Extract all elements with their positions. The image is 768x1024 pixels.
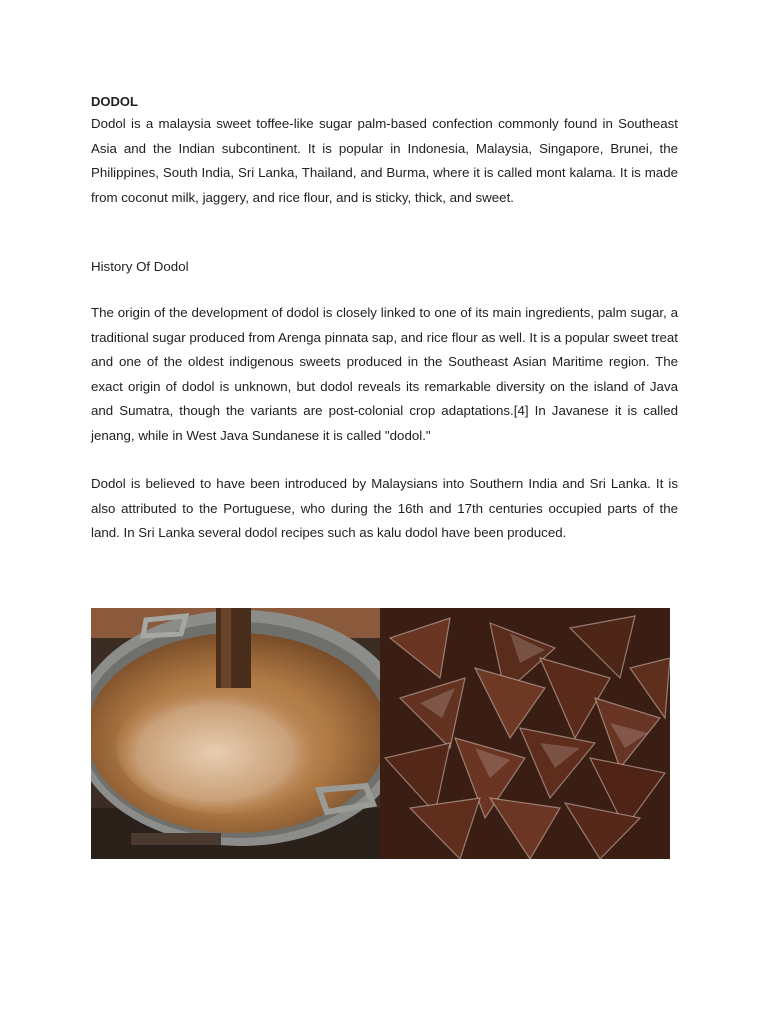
- history-paragraph-1: The origin of the development of dodol is closely linked to one of its main ingredients, palm sugar, a traditional sugar produced from Arenga pinnata sap, and rice flour as well. It is a popular sweet treat and one of the oldest indigenous sweets produced in the Southeast Asian Maritime region. The exact origin of dodol is unknown, but dodol reveals its remarkable diversity on the island of Java and Sumatra, though the variants are post-colonial crop adaptations.[4] In Javanese it is called jenang, while in West Java Sundanese it is called "dodol.": [91, 305, 678, 443]
- cooking-dodol-photo: [91, 608, 380, 859]
- history-paragraph-2: Dodol is believed to have been introduced by Malaysians into Southern India and Sri Lanka. It is also attributed to the Portuguese, who during the 16th and 17th centuries occupied parts of the land. In Sri Lanka several dodol recipes such as kalu dodol have been produced.: [91, 476, 678, 540]
- document-title: DODOL: [91, 94, 138, 109]
- photo-strip: [91, 608, 670, 859]
- wrapped-dodol-photo: [380, 608, 670, 859]
- intro-paragraph: Dodol is a malaysia sweet toffee-like sugar palm-based confection commonly found in Southeast Asia and the Indian subcontinent. It is popular in Indonesia, Malaysia, Singapore, Brunei, the Philippines, South India, Sri Lanka, Thailand, and Burma, where it is called mont kalama. It is made from coconut milk, jaggery, and rice flour, and is sticky, thick, and sweet.: [91, 116, 678, 205]
- history-heading: History Of Dodol: [91, 259, 189, 274]
- document-body: [91, 92, 678, 546]
